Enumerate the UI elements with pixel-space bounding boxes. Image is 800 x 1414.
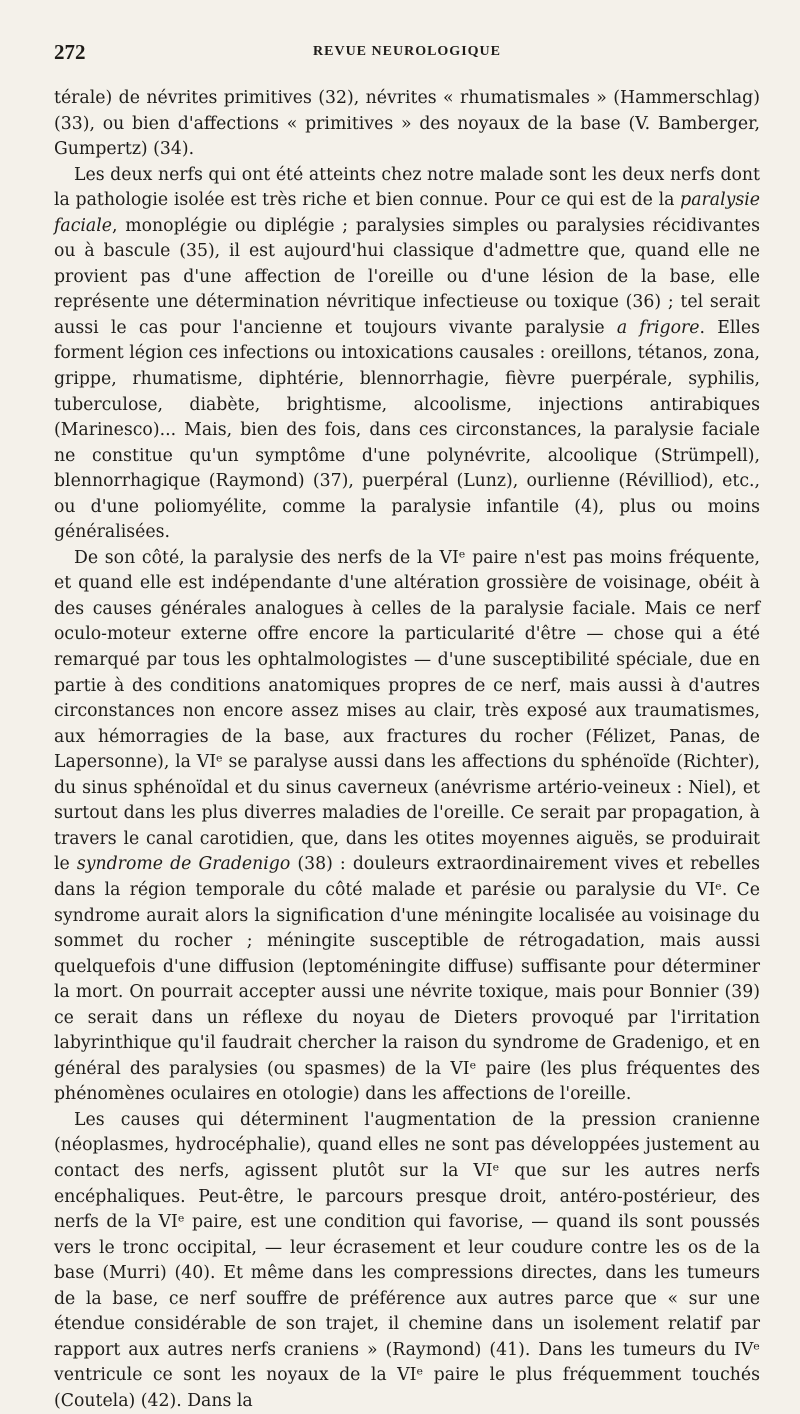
text-run: Les deux nerfs qui ont été atteints chez notre malade sont les deux nerfs dont la pathologie isolée est très riche et bien connue. Pour ce qui est de la xyxy=(54,164,760,211)
paragraph-continuation xyxy=(54,86,760,163)
italic-term: paralysie faciale xyxy=(54,190,760,236)
italic-term: a frigore xyxy=(616,317,700,338)
text-run: De son côté, la paralysie des nerfs de la VIᵉ paire n'est pas moins fréquente, et quand elle est indépendante d'une altération grossière de voisinage, obéit à des causes générales analogues à celles de la paralysie faciale. Mais ce nerf oculo-moteur externe offre encore la particularité d'être — chose qui a été remarqué par tous les ophtalmologistes — d'une susceptibilité spéciale, due en partie à des conditions anatomiques propres de ce nerf, mais aussi à d'autres circonstances non encore assez mises au clair, très exposé aux traumatismes, aux hémorragies de la base, aux fractures du rocher (Félizet, Panas, de Lapersonne), la VIᵉ se paralyse aussi dans les affections du sphénoïde (Richter), du sinus sphénoïdal et du sinus caverneux (anévrisme artério-veineux : Niel), et surtout dans les plus diverres maladies de l'oreille. Ce serait par propagation, à travers le canal carotidien, que, dans les otites moyennes aiguës, se produirait le xyxy=(54,547,760,875)
page-number: 272 xyxy=(54,40,86,64)
text-run: . Elles forment légion ces infections ou intoxications causales : oreillons, tétanos, zona, grippe, rhumatisme, diphtérie, blennorrhagie, fièvre puerpérale, syphilis, tuberculose, diabète, brightisme, alcoolisme, injections antirabiques (Marinesco)... Mais, bien des fois, dans ces circonstances, la paralysie faciale ne constitue qu'un symptôme d'une polynévrite, alcoolique (Strümpell), blennorrhagique (Raymond) (37), puerpéral (Lunz), ourlienne (Révilliod), etc., ou d'une poliomyélite, comme la paralysie infantile (4), plus ou moins généralisées. xyxy=(54,317,760,543)
paragraph-sixth-nerve xyxy=(54,546,760,1108)
paragraph-facial-paralysis xyxy=(54,163,760,546)
paragraph-cranial-pressure xyxy=(54,1108,760,1414)
text-run: , monoplégie ou diplégie ; paralysies simples ou paralysies récidivantes ou à bascule (35), il est aujourd'hui classique d'admettre que, quand elle ne provient pas d'une affection de l'oreille ou d'une lésion de la base, elle représente une détermination névritique infectieuse ou toxique (36) ; tel serait aussi le cas pour l'ancienne et toujours vivante paralysie xyxy=(54,215,760,338)
text-run: (38) : douleurs extraordinairement vives et rebelles dans la région temporale du côté malade et parésie ou paralysie du VIᵉ. Ce syndrome aurait alors la signification d'une méningite localisée au voisinage du sommet du rocher ; méningite susceptible de rétrogadation, mais aussi quelquefois d'une diffusion (leptoméningite diffuse) suffisante pour déterminer la mort. On pourrait accepter aussi une névrite toxique, mais pour Bonnier (39) ce serait dans un réflexe du noyau de Dieters provoqué par l'irritation labyrinthique qu'il faudrait chercher la raison du syndrome de Gradenigo, et en général des paralysies (ou spasmes) de la VIᵉ paire (les plus fréquentes des phénomènes oculaires en otologie) dans les affections de l'oreille. xyxy=(54,854,760,1105)
text-run: Les causes qui déterminent l'augmentation de la pression cranienne (néoplasmes, hydrocéphalie), quand elles ne sont pas développées justement au contact des nerfs, agissent plutôt sur la VIᵉ que sur les autres nerfs encéphaliques. Peut-être, le parcours presque droit, antéro-postérieur, des nerfs de la VIᵉ paire, est une condition qui favorise, — quand ils sont poussés vers le tronc occipital, — leur écrasement et leur coudure contre les os de la base (Murri) (40). Et même dans les compressions directes, dans les tumeurs de la base, ce nerf souffre de préférence aux autres parce que « sur une étendue considérable de son trajet, il chemine dans un isolement relatif par rapport aux autres nerfs craniens » (Raymond) (41). Dans les tumeurs du IVᵉ ventricule ce sont les noyaux de la VIᵉ paire le plus fréquemment touchés (Coutela) (42). Dans la xyxy=(54,1109,760,1411)
running-title: REVUE NEUROLOGIQUE xyxy=(313,44,501,59)
page-header xyxy=(54,40,760,70)
body-text xyxy=(54,86,760,1414)
italic-term: syndrome de Gradenigo xyxy=(76,854,291,875)
text-run: térale) de névrites primitives (32), névrites « rhumatismales » (Hammerschlag) (33), ou bien d'affections « primitives » des noyaux de la base (V. Bamberger, Gumpertz) (34). xyxy=(54,88,760,160)
